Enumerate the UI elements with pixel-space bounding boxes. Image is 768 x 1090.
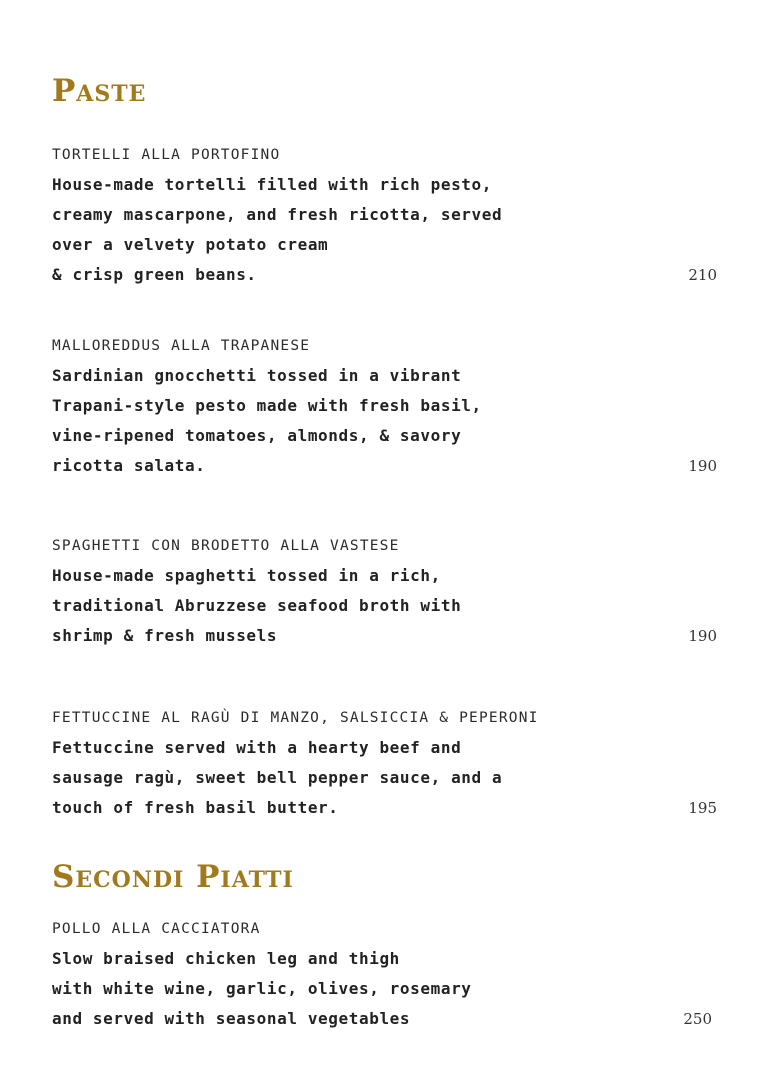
item-description-line: sausage ragù, sweet bell pepper sauce, and a [52,768,503,787]
item-description-line: & crisp green beans. [52,265,257,284]
item-price: 250 [683,1010,712,1028]
item-description-line: vine-ripened tomatoes, almonds, & savory [52,426,462,445]
item-description-line: ricotta salata. [52,456,206,475]
item-price: 195 [688,799,717,817]
item-price: 210 [688,266,717,284]
item-description-line: Trapani-style pesto made with fresh basil, [52,396,482,415]
item-name: SPAGHETTI CON BRODETTO ALLA VASTESE [52,538,400,554]
item-description-line: Slow braised chicken leg and thigh [52,949,400,968]
item-description-line: shrimp & fresh mussels [52,626,278,645]
item-description-line: traditional Abruzzese seafood broth with [52,596,462,615]
menu-item-pollo [52,914,722,1034]
menu-item-spaghetti [52,531,722,651]
item-description-line: with white wine, garlic, olives, rosemary [52,979,472,998]
item-description-line: House-made spaghetti tossed in a rich, [52,566,441,585]
item-name: POLLO ALLA CACCIATORA [52,921,261,937]
item-name: FETTUCCINE AL RAGÙ DI MANZO, SALSICCIA & PEPERONI [52,710,539,726]
item-description-line: and served with seasonal vegetables [52,1009,411,1028]
section-title-secondi-piatti: Secondi Piatti [52,859,294,895]
item-description-line: Sardinian gnocchetti tossed in a vibrant [52,366,462,385]
menu-item-malloreddus [52,331,722,481]
item-description-line: over a velvety potato cream [52,235,329,254]
section-title-paste: Paste [52,73,147,109]
item-description-line: touch of fresh basil butter. [52,798,339,817]
item-description-line: creamy mascarpone, and fresh ricotta, served [52,205,503,224]
item-price: 190 [688,627,717,645]
item-description-line: House-made tortelli filled with rich pesto, [52,175,493,194]
menu-item-tortelli [52,140,722,290]
item-description-line: Fettuccine served with a hearty beef and [52,738,462,757]
item-name: TORTELLI ALLA PORTOFINO [52,147,281,163]
menu-item-fettuccine [52,703,722,823]
item-name: MALLOREDDUS ALLA TRAPANESE [52,338,311,354]
item-price: 190 [688,457,717,475]
